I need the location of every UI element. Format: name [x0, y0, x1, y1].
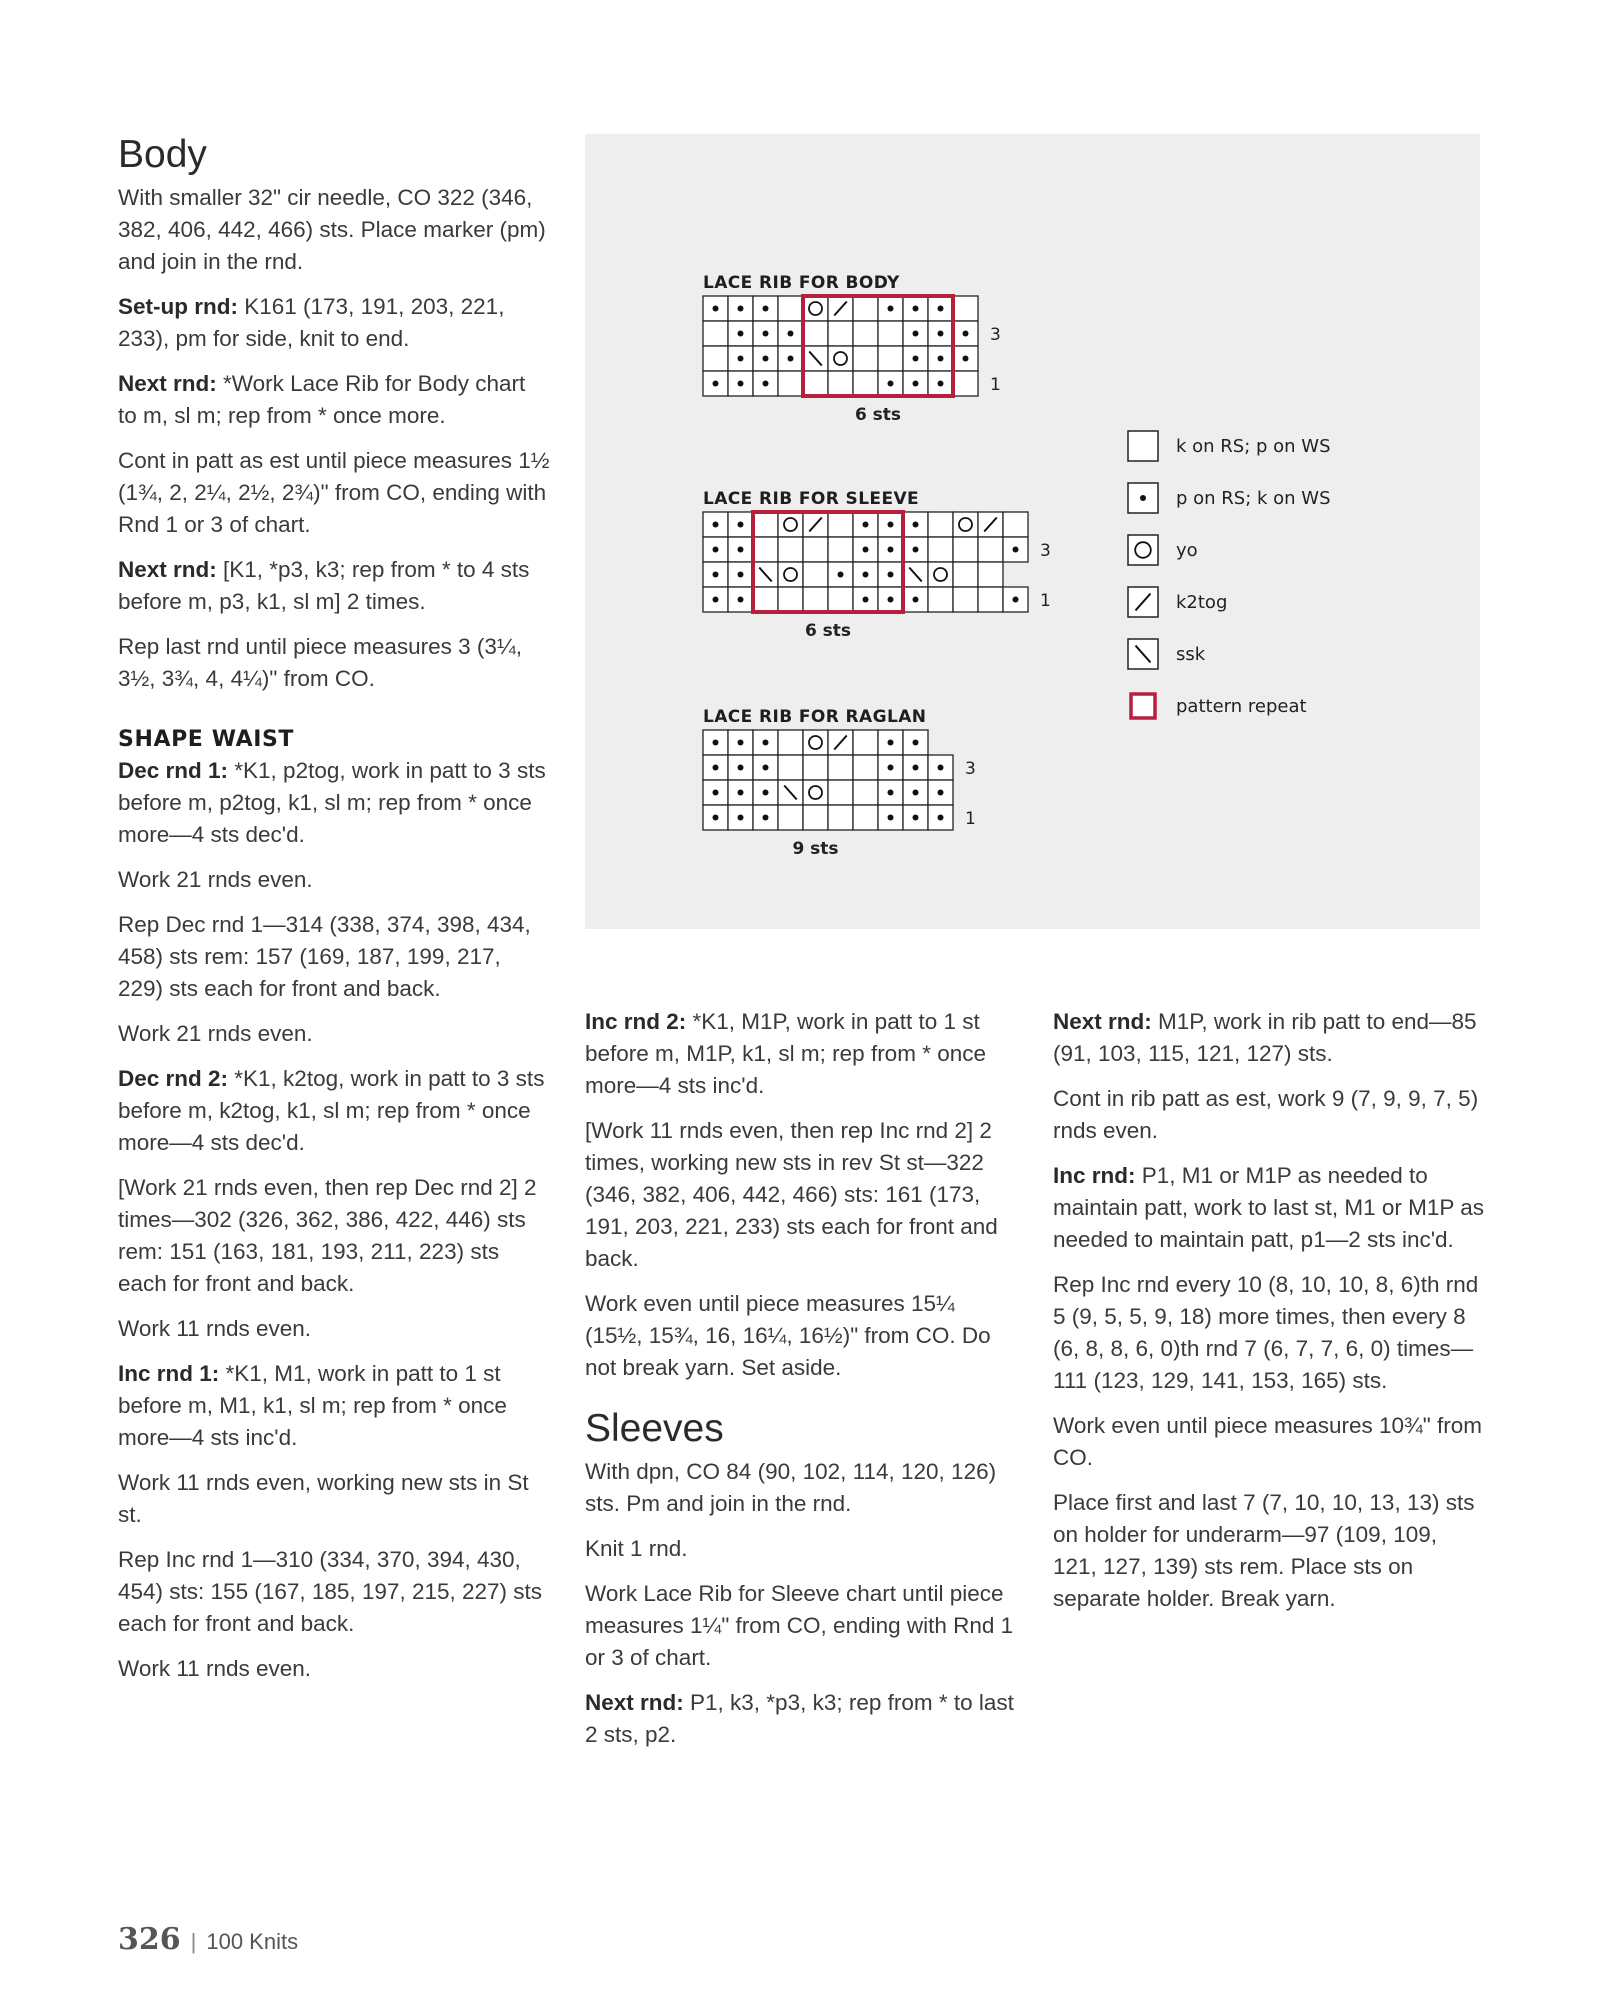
chart-2-cell: [778, 587, 803, 612]
chart-1-cell: [853, 346, 878, 371]
chart-2-purl-dot: [913, 522, 919, 528]
chart-2-purl-dot: [913, 597, 919, 603]
work-11-c: Work 11 rnds even.: [118, 1656, 312, 1681]
chart-3-cell: [778, 730, 803, 755]
chart-1-cell: [828, 346, 853, 371]
legend-blank-swatch: [1128, 431, 1158, 461]
sleeve-next-text: P1, k3, *p3, k3; rep from * to last 2 sts, p2.: [585, 1690, 1014, 1747]
chart-2-purl-dot: [713, 522, 719, 528]
chart-1-cell: [778, 296, 803, 321]
chart-2-purl-dot: [1013, 547, 1019, 553]
chart-3-purl-dot: [763, 790, 769, 796]
chart-3-purl-dot: [763, 815, 769, 821]
chart-3-purl-dot: [713, 790, 719, 796]
chart-2-purl-dot: [738, 572, 744, 578]
chart-1-cell: [803, 371, 828, 396]
chart-1-purl-dot: [788, 331, 794, 337]
chart-3-cell: [803, 730, 828, 755]
chart-3-cell: [853, 755, 878, 780]
chart-3-sts-label: 9 sts: [792, 839, 839, 859]
chart-2-sts-label: 6 sts: [804, 621, 852, 641]
chart-1-title: LACE RIB FOR BODY: [703, 273, 900, 293]
chart-3-purl-dot: [938, 790, 944, 796]
chart-3-purl-dot: [713, 765, 719, 771]
next2-label: Next rnd:: [118, 557, 217, 582]
chart-1-cell: [703, 321, 728, 346]
work-even-body: Work even until piece measures 15¼ (15½, 15¾, 16, 16¼, 16½)" from CO. Do not break yarn. Set aside.: [585, 1291, 991, 1380]
chart-2-cell: [928, 512, 953, 537]
chart-1-row-number: 1: [990, 375, 1001, 395]
chart-1-cell: [878, 346, 903, 371]
section-heading-body: Body: [118, 133, 207, 176]
chart-2-purl-dot: [913, 547, 919, 553]
chart-3-title: LACE RIB FOR RAGLAN: [703, 707, 927, 727]
chart-2-cell: [828, 587, 853, 612]
inc1-text: *K1, M1, work in patt to 1 st before m, M1, k1, sl m; rep from * once more—4 sts inc'd.: [118, 1361, 507, 1450]
setup-text: K161 (173, 191, 203, 221, 233), pm for side, knit to end.: [118, 294, 505, 351]
page-footer: [118, 1922, 298, 1957]
chart-1-cell: [828, 371, 853, 396]
chart-2-cell: [778, 537, 803, 562]
knit-1-rnd: Knit 1 rnd.: [585, 1536, 688, 1561]
work-11-a: Work 11 rnds even.: [118, 1316, 312, 1341]
inc-text: P1, M1 or M1P as needed to maintain patt, work to last st, M1 or M1P as needed to maintain patt, p1—2 sts inc'd.: [1053, 1163, 1485, 1252]
middle-column: [585, 1006, 1017, 1764]
work-11-rep: [Work 11 rnds even, then rep Inc rnd 2] 2 times, working new sts in rev St st—322 (346, 382, 406, 442, 466) sts: 161 (173, 191, 203, 221, 233) sts each for front and back.: [585, 1118, 998, 1271]
chart-1-purl-dot: [738, 356, 744, 362]
next2-text: [K1, *p3, k3; rep from * to 4 sts before m, p3, k1, sl m] 2 times.: [118, 557, 530, 614]
chart-2-purl-dot: [738, 547, 744, 553]
right-next-rnd: [1053, 1006, 1485, 1070]
shape-waist-heading: SHAPE WAIST: [118, 727, 295, 752]
setup-label: Set-up rnd:: [118, 294, 238, 319]
chart-1-purl-dot: [763, 356, 769, 362]
dec2-text: *K1, k2tog, work in patt to 3 sts before m, k2tog, k1, sl m; rep from * once more—4 sts dec'd.: [118, 1066, 545, 1155]
inc-rnd: [1053, 1160, 1485, 1256]
chart-2-cell: [953, 512, 978, 537]
chart-1-purl-dot: [713, 381, 719, 387]
place-holder: Place first and last 7 (7, 10, 10, 13, 13) sts on holder for underarm—97 (109, 109, 121, 127, 139) sts rem. Place sts on separate holder. Break yarn.: [1053, 1490, 1475, 1611]
dec-rnd-2: [118, 1063, 550, 1159]
chart-3-purl-dot: [738, 765, 744, 771]
chart-2-cell: [1003, 512, 1028, 537]
chart-1-purl-dot: [963, 356, 969, 362]
chart-1-purl-dot: [713, 306, 719, 312]
chart-2-cell: [928, 537, 953, 562]
chart-1-cell: [828, 321, 853, 346]
chart-2-purl-dot: [1013, 597, 1019, 603]
rep-dec-rnd-1: Rep Dec rnd 1—314 (338, 374, 398, 434, 458) sts rem: 157 (169, 187, 199, 217, 229) sts each for front and back.: [118, 912, 531, 1001]
chart-1-purl-dot: [738, 331, 744, 337]
legend-repeat-swatch: [1131, 694, 1155, 718]
setup-rnd: [118, 291, 550, 355]
chart-2-purl-dot: [863, 572, 869, 578]
chart-1-cell: [953, 296, 978, 321]
inc2-text: *K1, M1P, work in patt to 1 st before m, M1P, k1, sl m; rep from * once more—4 sts inc'd.: [585, 1009, 986, 1098]
rep-last-rnd: Rep last rnd until piece measures 3 (3¼, 3½, 3¾, 4, 4¼)" from CO.: [118, 634, 522, 691]
dec1-text: *K1, p2tog, work in patt to 3 sts before m, p2tog, k1, sl m; rep from * once more—4 sts dec'd.: [118, 758, 546, 847]
chart-1-purl-dot: [738, 306, 744, 312]
rep-inc-rnd-1: Rep Inc rnd 1—310 (334, 370, 394, 430, 454) sts: 155 (167, 185, 197, 215, 227) sts each for front and back.: [118, 1547, 543, 1636]
legend-k2tog-label: k2tog: [1176, 592, 1228, 613]
work-even-sleeve: Work even until piece measures 10¾" from CO.: [1053, 1413, 1483, 1470]
chart-1-purl-dot: [913, 331, 919, 337]
chart-1-purl-dot: [888, 381, 894, 387]
chart-2-cell: [828, 512, 853, 537]
dec-rnd-1: [118, 755, 550, 851]
chart-1-cell: [803, 321, 828, 346]
chart-3-purl-dot: [713, 740, 719, 746]
page-number: 326: [118, 1922, 181, 1957]
chart-2-purl-dot: [888, 547, 894, 553]
inc1-label: Inc rnd 1:: [118, 1361, 220, 1386]
chart-2-cell: [753, 512, 778, 537]
work-21-a: Work 21 rnds even.: [118, 867, 313, 892]
chart-1-purl-dot: [763, 331, 769, 337]
chart-3-purl-dot: [913, 765, 919, 771]
work-11-b: Work 11 rnds even, working new sts in St st.: [118, 1470, 529, 1527]
chart-2-cell: [978, 562, 1003, 587]
body-intro: With smaller 32" cir needle, CO 322 (346, 382, 406, 442, 466) sts. Place marker (pm) and join in the rnd.: [118, 185, 546, 274]
chart-3-cell: [803, 755, 828, 780]
chart-1-purl-dot: [963, 331, 969, 337]
chart-1-row-number: 3: [990, 325, 1001, 345]
legend-dot-purl-dot: [1140, 495, 1146, 501]
chart-2-cell: [828, 537, 853, 562]
chart-3-purl-dot: [738, 815, 744, 821]
chart-1-purl-dot: [938, 381, 944, 387]
inc-label: Inc rnd:: [1053, 1163, 1136, 1188]
next-rnd-2: [118, 554, 550, 618]
sleeve-next-label: Next rnd:: [585, 1690, 684, 1715]
charts-svg: [585, 134, 1480, 929]
chart-3-purl-dot: [763, 765, 769, 771]
chart-3-purl-dot: [738, 740, 744, 746]
chart-3-cell: [853, 730, 878, 755]
body-column: [118, 132, 550, 1698]
work-21-b: Work 21 rnds even.: [118, 1021, 313, 1046]
chart-2-purl-dot: [863, 522, 869, 528]
inc2-label: Inc rnd 2:: [585, 1009, 687, 1034]
cont-rib: Cont in rib patt as est, work 9 (7, 9, 9, 7, 5) rnds even.: [1053, 1086, 1479, 1143]
chart-1-cell: [853, 321, 878, 346]
chart-1-purl-dot: [938, 356, 944, 362]
chart-1-cell: [778, 371, 803, 396]
chart-2-purl-dot: [713, 547, 719, 553]
chart-3-purl-dot: [938, 765, 944, 771]
chart-1-purl-dot: [938, 331, 944, 337]
chart-2-title: LACE RIB FOR SLEEVE: [703, 489, 920, 509]
chart-1-sts-label: 6 sts: [854, 405, 902, 425]
chart-3-purl-dot: [913, 815, 919, 821]
chart-1-purl-dot: [913, 356, 919, 362]
chart-2-purl-dot: [888, 572, 894, 578]
dec1-label: Dec rnd 1:: [118, 758, 229, 783]
chart-2-cell: [778, 512, 803, 537]
sleeve-intro: With dpn, CO 84 (90, 102, 114, 120, 126) sts. Pm and join in the rnd.: [585, 1459, 997, 1516]
chart-2-row-number: 3: [1040, 541, 1051, 561]
legend-circle-swatch: [1128, 535, 1158, 565]
cont-patt: Cont in patt as est until piece measures 1½ (1¾, 2, 2¼, 2½, 2¾)" from CO, ending with Rnd 1 or 3 of chart.: [118, 448, 550, 537]
chart-1-purl-dot: [763, 306, 769, 312]
right-next-label: Next rnd:: [1053, 1009, 1152, 1034]
next-rnd-1: [118, 368, 550, 432]
chart-1-purl-dot: [913, 381, 919, 387]
chart-3-cell: [803, 780, 828, 805]
chart-3-purl-dot: [888, 790, 894, 796]
chart-1-cell: [703, 346, 728, 371]
chart-1-purl-dot: [888, 306, 894, 312]
chart-1-purl-dot: [738, 381, 744, 387]
chart-1-purl-dot: [788, 356, 794, 362]
chart-1-cell: [878, 321, 903, 346]
legend-ssk-label: ssk: [1176, 644, 1206, 665]
chart-3-purl-dot: [888, 740, 894, 746]
chart-2-purl-dot: [738, 597, 744, 603]
chart-2-cell: [753, 587, 778, 612]
chart-3-purl-dot: [713, 815, 719, 821]
book-title: 100 Knits: [206, 1929, 299, 1954]
chart-3-purl-dot: [763, 740, 769, 746]
chart-2-cell: [803, 537, 828, 562]
legend-dot-label: p on RS; k on WS: [1176, 488, 1331, 509]
chart-3-purl-dot: [738, 790, 744, 796]
chart-3-cell: [853, 780, 878, 805]
chart-3-purl-dot: [888, 765, 894, 771]
chart-2-cell: [978, 587, 1003, 612]
chart-1-purl-dot: [763, 381, 769, 387]
legend-repeat-label: pattern repeat: [1176, 696, 1307, 717]
chart-2-purl-dot: [888, 597, 894, 603]
chart-1-cell: [853, 371, 878, 396]
chart-2-purl-dot: [863, 547, 869, 553]
chart-2-purl-dot: [713, 572, 719, 578]
chart-panel: [585, 134, 1480, 929]
work-21-c: [Work 21 rnds even, then rep Dec rnd 2] 2 times—302 (326, 362, 386, 422, 446) sts rem: 151 (163, 181, 193, 211, 223) sts each for front and back.: [118, 1175, 537, 1296]
section-heading-sleeves: Sleeves: [585, 1407, 724, 1450]
legend-blank-label: k on RS; p on WS: [1176, 436, 1331, 457]
right-next-text: M1P, work in rib patt to end—85 (91, 103, 115, 121, 127) sts.: [1053, 1009, 1477, 1066]
chart-3-row-number: 3: [965, 759, 976, 779]
chart-3-cell: [778, 805, 803, 830]
chart-2-cell: [953, 537, 978, 562]
chart-2-cell: [753, 537, 778, 562]
chart-2-cell: [953, 562, 978, 587]
chart-2-row-number: 1: [1040, 591, 1051, 611]
chart-3-purl-dot: [913, 740, 919, 746]
chart-1-purl-dot: [938, 306, 944, 312]
chart-1-purl-dot: [913, 306, 919, 312]
chart-2-cell: [803, 587, 828, 612]
footer-separator: |: [190, 1929, 197, 1954]
chart-2-purl-dot: [838, 572, 844, 578]
chart-3-cell: [778, 755, 803, 780]
chart-2-purl-dot: [738, 522, 744, 528]
chart-2-cell: [803, 562, 828, 587]
chart-2-cell: [978, 537, 1003, 562]
work-lace-sleeve: Work Lace Rib for Sleeve chart until piece measures 1¼" from CO, ending with Rnd 1 or 3 of chart.: [585, 1581, 1014, 1670]
chart-3-cell: [828, 805, 853, 830]
chart-3-cell: [828, 755, 853, 780]
chart-2-purl-dot: [863, 597, 869, 603]
chart-2-purl-dot: [713, 597, 719, 603]
next1-label: Next rnd:: [118, 371, 217, 396]
chart-2-purl-dot: [888, 522, 894, 528]
inc-rnd-1: [118, 1358, 550, 1454]
dec2-label: Dec rnd 2:: [118, 1066, 229, 1091]
chart-2-cell: [928, 562, 953, 587]
chart-3-purl-dot: [913, 790, 919, 796]
chart-2-cell: [778, 562, 803, 587]
right-column: [1053, 1006, 1485, 1628]
inc-rnd-2: [585, 1006, 1017, 1102]
chart-3-cell: [853, 805, 878, 830]
chart-3-cell: [803, 805, 828, 830]
chart-1-cell: [803, 296, 828, 321]
chart-2-cell: [953, 587, 978, 612]
chart-1-cell: [953, 371, 978, 396]
chart-3-row-number: 1: [965, 809, 976, 829]
rep-inc-rnd: Rep Inc rnd every 10 (8, 10, 10, 8, 6)th rnd 5 (9, 5, 5, 9, 18) more times, then every 8 (6, 8, 8, 6, 0)th rnd 7 (6, 7, 7, 6, 0) times—111 (123, 129, 141, 153, 165) sts.: [1053, 1272, 1479, 1393]
next1-text: *Work Lace Rib for Body chart to m, sl m; rep from * once more.: [118, 371, 526, 428]
chart-2-cell: [928, 587, 953, 612]
chart-1-cell: [853, 296, 878, 321]
sleeve-next-rnd: [585, 1687, 1017, 1751]
legend-circle-label: yo: [1176, 540, 1198, 561]
chart-3-cell: [828, 780, 853, 805]
chart-3-purl-dot: [938, 815, 944, 821]
chart-3-purl-dot: [888, 815, 894, 821]
